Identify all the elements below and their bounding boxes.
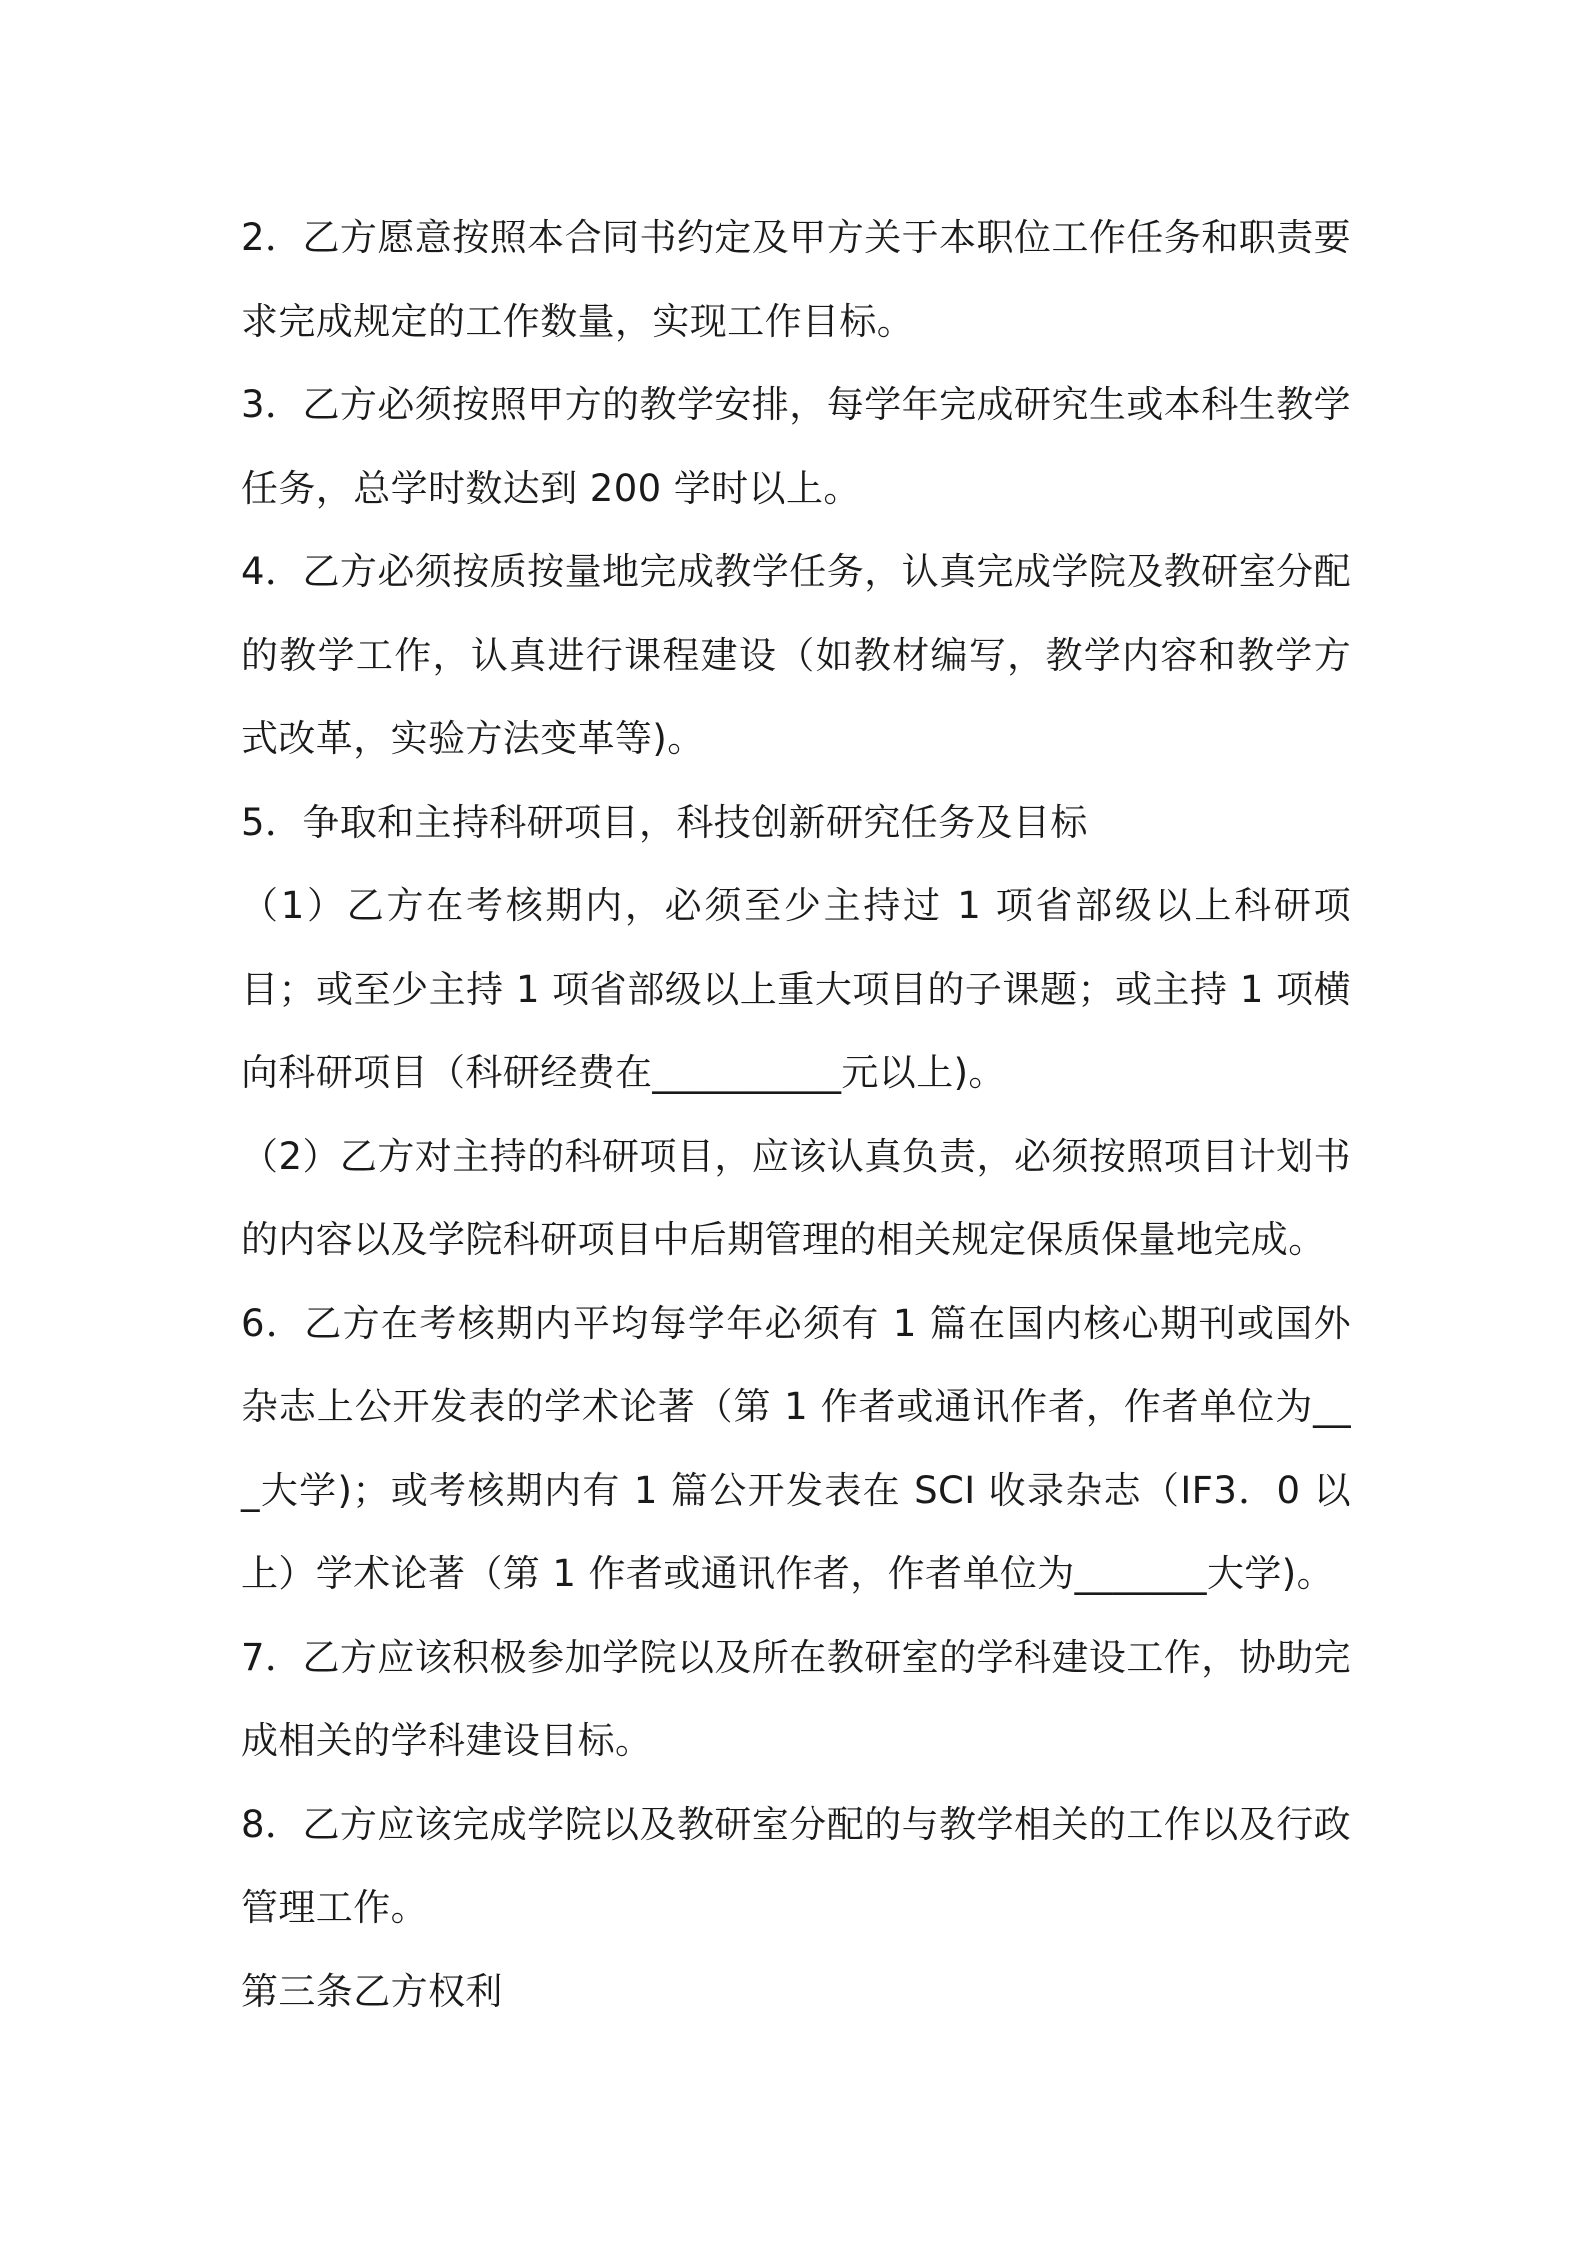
clause-3-paragraph: 3．乙方必须按照甲方的教学安排，每学年完成研究生或本科生教学任务，总学时数达到 200 学时以上。 xyxy=(241,383,1351,510)
clause-5-heading: 5．争取和主持科研项目，科技创新研究任务及目标 xyxy=(241,800,1088,844)
document-body xyxy=(241,196,1351,2033)
article-3-heading: 第三条乙方权利 xyxy=(241,1969,503,2013)
clause-6-paragraph: 6．乙方在考核期内平均每学年必须有 1 篇在国内核心期刊或国外杂志上公开发表的学术论著（第 1 作者或通讯作者，作者单位为___大学)；或考核期内有 1 篇公开发表在 SCI 收录杂志（IF3．0 以上）学术论著（第 1 作者或通讯作者，作者单位为_______大学)。 xyxy=(241,1301,1351,1595)
clause-4-paragraph: 4．乙方必须按质按量地完成教学任务，认真完成学院及教研室分配的教学工作，认真进行课程建设（如教材编写，教学内容和教学方式改革，实验方法变革等)。 xyxy=(241,550,1351,760)
clause-2-paragraph: 2．乙方愿意按照本合同书约定及甲方关于本职位工作任务和职责要求完成规定的工作数量，实现工作目标。 xyxy=(241,216,1351,343)
clause-5-item-2: （2）乙方对主持的科研项目，应该认真负责，必须按照项目计划书的内容以及学院科研项目中后期管理的相关规定保质保量地完成。 xyxy=(241,1134,1351,1261)
clause-5-item-1: （1）乙方在考核期内，必须至少主持过 1 项省部级以上科研项目；或至少主持 1 项省部级以上重大项目的子课题；或主持 1 项横向科研项目（科研经费在__________元以上)。 xyxy=(241,884,1351,1094)
clause-8-paragraph: 8．乙方应该完成学院以及教研室分配的与教学相关的工作以及行政管理工作。 xyxy=(241,1802,1351,1929)
clause-7-paragraph: 7．乙方应该积极参加学院以及所在教研室的学科建设工作，协助完成相关的学科建设目标。 xyxy=(241,1635,1351,1762)
